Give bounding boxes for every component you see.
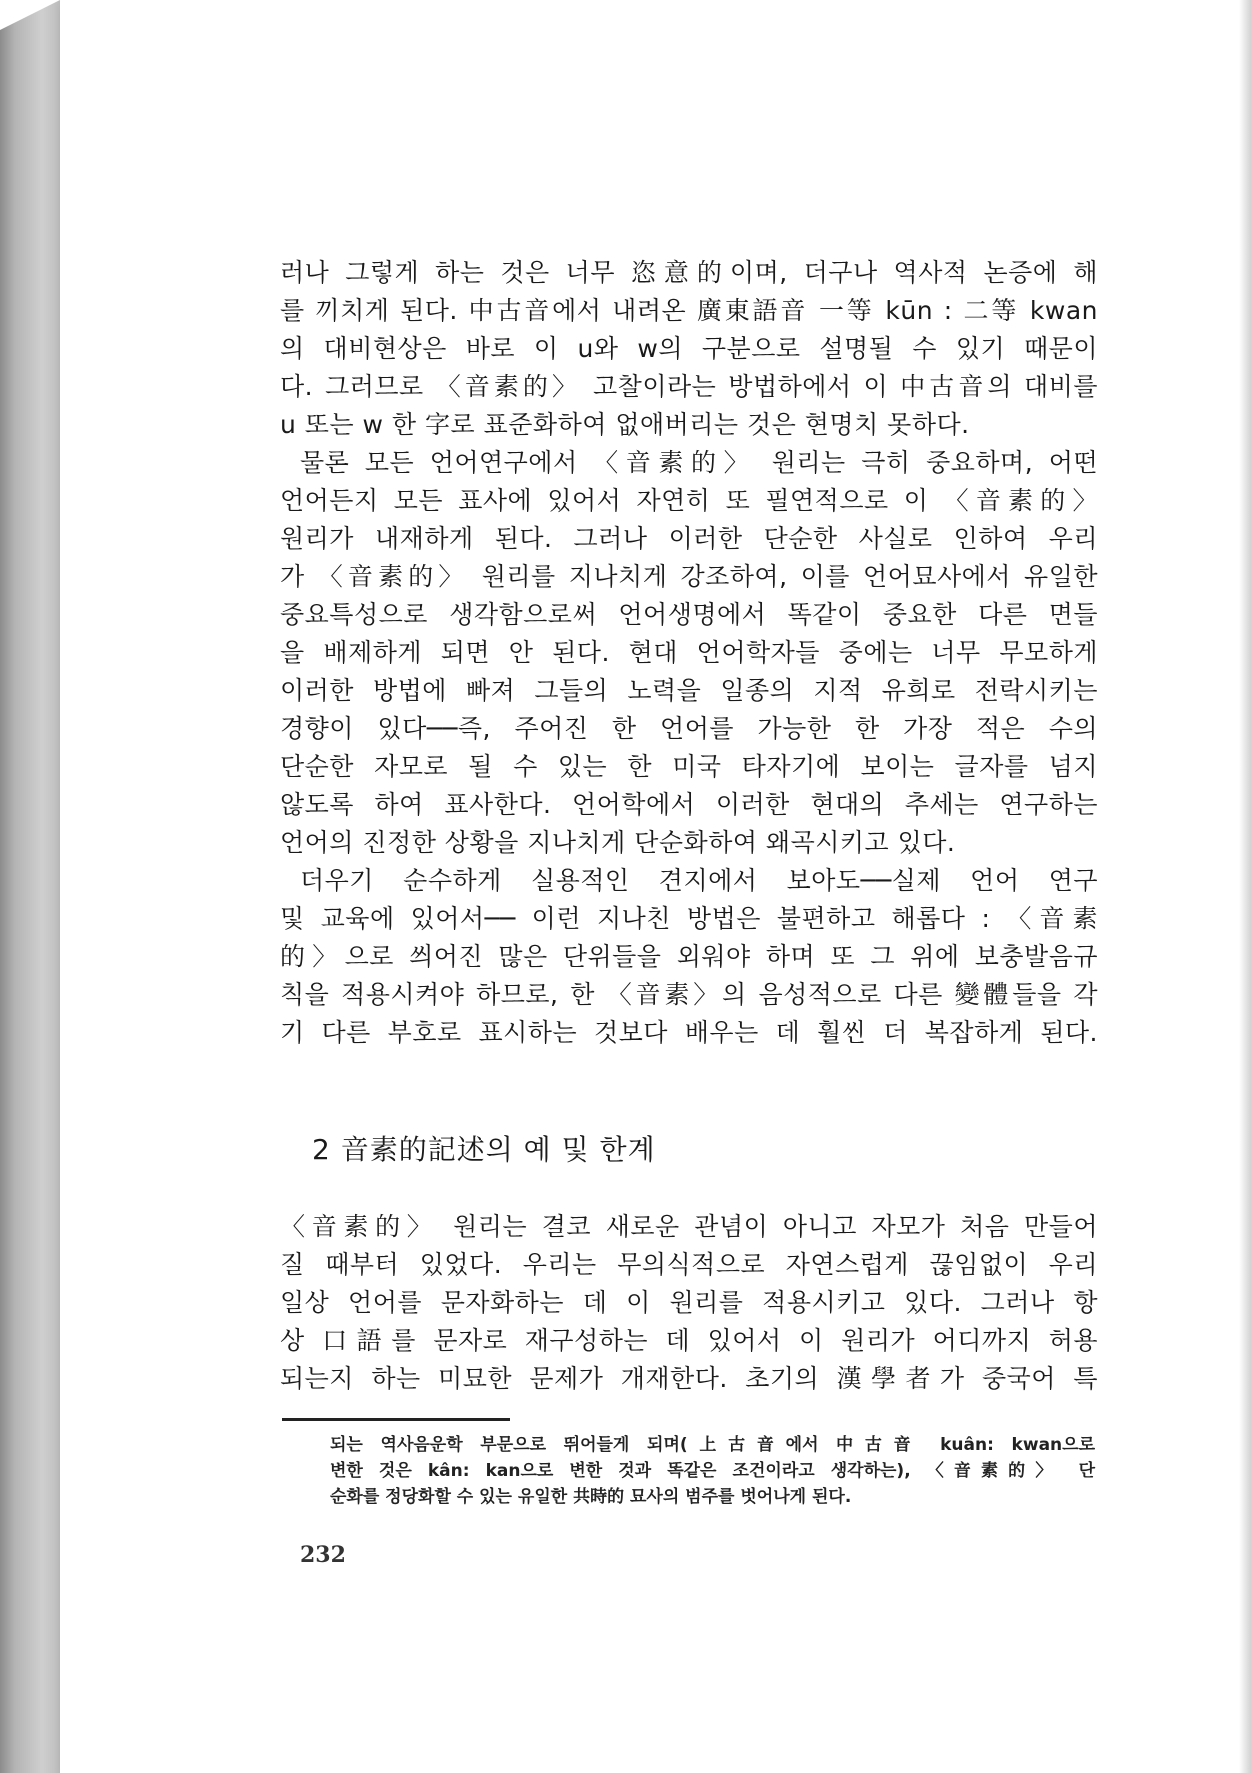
text-line: 되는지 하는 미묘한 문제가 개재한다. 초기의 漢學者가 중국어 특 — [280, 1364, 1098, 1393]
text-line: 질 때부터 있었다. 우리는 무의식적으로 자연스럽게 끊임없이 우리 — [280, 1250, 1098, 1279]
text-line: u 또는 w 한 字로 표준화하여 없애버리는 것은 현명치 못하다. — [280, 410, 970, 439]
text-line: 가 〈音素的〉 원리를 지나치게 강조하여, 이를 언어묘사에서 유일한 — [280, 562, 1098, 591]
footnote-divider — [282, 1418, 510, 1421]
text-line: 및 교육에 있어서── 이런 지나친 방법은 불편하고 해롭다 : 〈音素 — [280, 904, 1098, 933]
text-line: 않도록 하여 표사한다. 언어학에서 이러한 현대의 추세는 연구하는 — [280, 790, 1098, 819]
text-line: 상 口語를 문자로 재구성하는 데 있어서 이 원리가 어디까지 허용 — [280, 1326, 1098, 1355]
text-line: 러나 그렇게 하는 것은 너무 恣意的이며, 더구나 역사적 논증에 해 — [280, 258, 1098, 287]
text-line: 더우기 순수하게 실용적인 견지에서 보아도──실제 언어 연구 — [300, 866, 1098, 895]
text-line: 물론 모든 언어연구에서 〈音素的〉 원리는 극히 중요하며, 어떤 — [300, 448, 1098, 477]
text-line: 을 배제하게 되면 안 된다. 현대 언어학자들 중에는 너무 무모하게 — [280, 638, 1098, 667]
text-line: 언어든지 모든 표사에 있어서 자연히 또 필연적으로 이 〈音素的〉 — [280, 486, 1098, 515]
footnote-line: 되는 역사음운학 부문으로 뛰어들게 되며(上古音에서 中古音 kuân: kwan으로 — [330, 1435, 1095, 1455]
text-line: 〈音素的〉 원리는 결코 새로운 관념이 아니고 자모가 처음 만들어 — [280, 1212, 1098, 1241]
text-line: 를 끼치게 된다. 中古音에서 내려온 廣東語音 一等 kūn : 二等 kwan — [280, 296, 1098, 325]
text-line: 기 다른 부호로 표시하는 것보다 배우는 데 훨씬 더 복잡하게 된다. — [280, 1018, 1098, 1047]
book-spine — [0, 0, 60, 1773]
text-line: 원리가 내재하게 된다. 그러나 이러한 단순한 사실로 인하여 우리 — [280, 524, 1098, 553]
footnote-line: 변한 것은 kân: kan으로 변한 것과 똑같은 조건이라고 생각하는), 〈音素的〉 단 — [330, 1461, 1095, 1481]
text-line: 다. 그러므로 〈音素的〉 고찰이라는 방법하에서 이 中古音의 대비를 — [280, 372, 1098, 401]
text-line: 의 대비현상은 바로 이 u와 w의 구분으로 설명될 수 있기 때문이 — [280, 334, 1098, 363]
text-line: 단순한 자모로 될 수 있는 한 미국 타자기에 보이는 글자를 넘지 — [280, 752, 1098, 781]
text-line: 경향이 있다──즉, 주어진 한 언어를 가능한 한 가장 적은 수의 — [280, 714, 1098, 743]
text-line: 중요특성으로 생각함으로써 언어생명에서 똑같이 중요한 다른 면들 — [280, 600, 1098, 629]
page-edge — [1239, 0, 1251, 1773]
text-line: 的〉으로 씌어진 많은 단위들을 외워야 하며 또 그 위에 보충발음규 — [280, 942, 1098, 971]
page-number: 232 — [300, 1542, 346, 1568]
text-line: 칙을 적용시켜야 하므로, 한 〈音素〉의 음성적으로 다른 變體들을 각 — [280, 980, 1098, 1009]
text-line: 일상 언어를 문자화하는 데 이 원리를 적용시키고 있다. 그러나 항 — [280, 1288, 1098, 1317]
section-heading: 2 音素的記述의 예 및 한계 — [312, 1133, 656, 1166]
text-line: 이러한 방법에 빠져 그들의 노력을 일종의 지적 유희로 전락시키는 — [280, 676, 1098, 705]
text-line: 언어의 진정한 상황을 지나치게 단순화하여 왜곡시키고 있다. — [280, 828, 956, 857]
footnote-line: 순화를 정당화할 수 있는 유일한 共時的 묘사의 범주를 벗어나게 된다. — [330, 1487, 852, 1507]
